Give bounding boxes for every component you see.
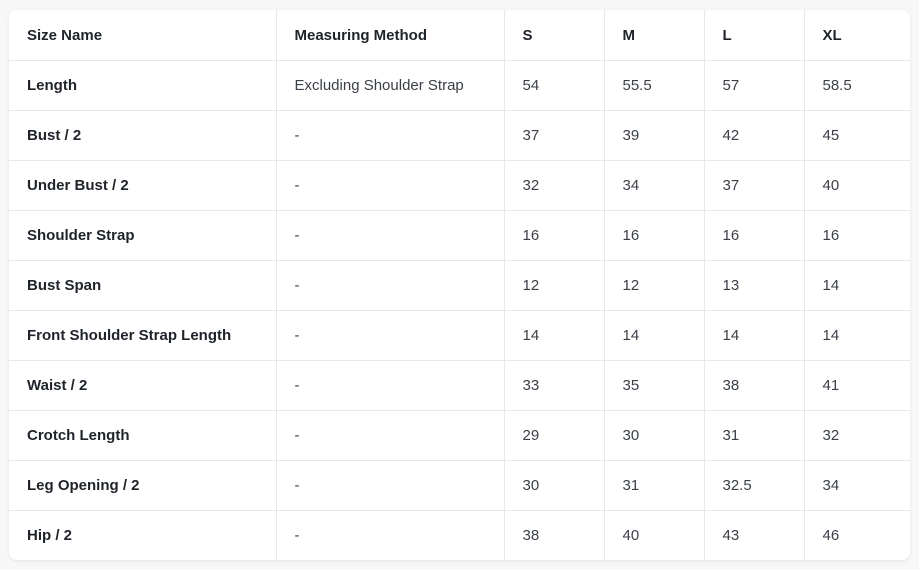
row-label: Crotch Length <box>9 411 276 461</box>
row-measuring-method: - <box>276 361 504 411</box>
row-measuring-method: - <box>276 161 504 211</box>
row-label: Bust Span <box>9 261 276 311</box>
cell-s: 12 <box>504 261 604 311</box>
cell-xl: 16 <box>804 211 910 261</box>
cell-l: 57 <box>704 61 804 111</box>
cell-xl: 46 <box>804 511 910 561</box>
row-measuring-method: - <box>276 261 504 311</box>
cell-xl: 14 <box>804 261 910 311</box>
cell-l: 14 <box>704 311 804 361</box>
cell-s: 54 <box>504 61 604 111</box>
cell-s: 14 <box>504 311 604 361</box>
table-row <box>9 111 910 161</box>
cell-m: 16 <box>604 211 704 261</box>
cell-m: 55.5 <box>604 61 704 111</box>
cell-m: 14 <box>604 311 704 361</box>
cell-l: 31 <box>704 411 804 461</box>
row-label: Bust / 2 <box>9 111 276 161</box>
cell-xl: 34 <box>804 461 910 511</box>
cell-xl: 40 <box>804 161 910 211</box>
row-measuring-method: - <box>276 411 504 461</box>
table-row <box>9 61 910 111</box>
table-row <box>9 511 910 561</box>
column-header-xl: XL <box>804 10 910 61</box>
table-body <box>9 61 910 561</box>
cell-xl: 58.5 <box>804 61 910 111</box>
cell-l: 43 <box>704 511 804 561</box>
table-row <box>9 311 910 361</box>
row-label: Under Bust / 2 <box>9 161 276 211</box>
row-label: Length <box>9 61 276 111</box>
row-measuring-method: Excluding Shoulder Strap <box>276 61 504 111</box>
table-row <box>9 211 910 261</box>
cell-l: 16 <box>704 211 804 261</box>
cell-m: 35 <box>604 361 704 411</box>
column-header-size-name: Size Name <box>9 10 276 61</box>
cell-xl: 32 <box>804 411 910 461</box>
cell-l: 32.5 <box>704 461 804 511</box>
cell-m: 31 <box>604 461 704 511</box>
cell-l: 42 <box>704 111 804 161</box>
cell-l: 38 <box>704 361 804 411</box>
column-header-l: L <box>704 10 804 61</box>
table-header <box>9 10 910 61</box>
column-header-m: M <box>604 10 704 61</box>
cell-s: 30 <box>504 461 604 511</box>
cell-xl: 14 <box>804 311 910 361</box>
cell-s: 16 <box>504 211 604 261</box>
cell-l: 13 <box>704 261 804 311</box>
column-header-measuring-method: Measuring Method <box>276 10 504 61</box>
size-chart-card <box>9 10 910 560</box>
row-measuring-method: - <box>276 311 504 361</box>
cell-m: 40 <box>604 511 704 561</box>
row-measuring-method: - <box>276 511 504 561</box>
cell-s: 37 <box>504 111 604 161</box>
table-row <box>9 461 910 511</box>
row-measuring-method: - <box>276 461 504 511</box>
table-row <box>9 411 910 461</box>
row-measuring-method: - <box>276 211 504 261</box>
row-label: Waist / 2 <box>9 361 276 411</box>
cell-m: 34 <box>604 161 704 211</box>
cell-s: 33 <box>504 361 604 411</box>
row-label: Shoulder Strap <box>9 211 276 261</box>
table-row <box>9 161 910 211</box>
cell-s: 38 <box>504 511 604 561</box>
size-chart-table <box>9 10 910 560</box>
cell-m: 12 <box>604 261 704 311</box>
cell-m: 30 <box>604 411 704 461</box>
cell-m: 39 <box>604 111 704 161</box>
cell-s: 29 <box>504 411 604 461</box>
column-header-s: S <box>504 10 604 61</box>
cell-s: 32 <box>504 161 604 211</box>
row-label: Hip / 2 <box>9 511 276 561</box>
row-measuring-method: - <box>276 111 504 161</box>
cell-xl: 41 <box>804 361 910 411</box>
row-label: Front Shoulder Strap Length <box>9 311 276 361</box>
row-label: Leg Opening / 2 <box>9 461 276 511</box>
table-row <box>9 361 910 411</box>
table-row <box>9 261 910 311</box>
cell-l: 37 <box>704 161 804 211</box>
table-header-row <box>9 10 910 61</box>
cell-xl: 45 <box>804 111 910 161</box>
